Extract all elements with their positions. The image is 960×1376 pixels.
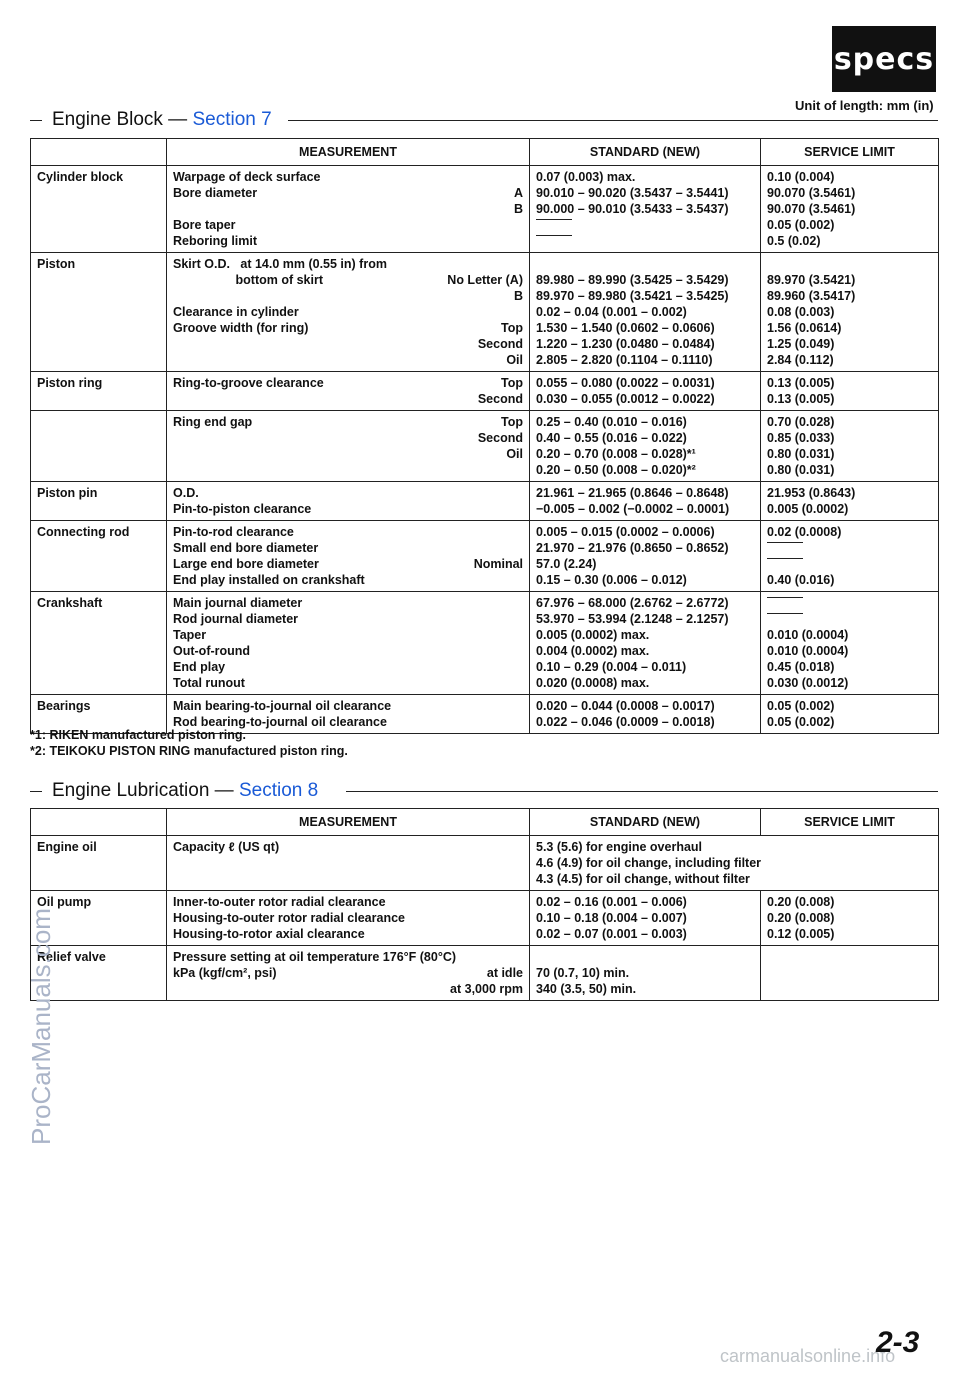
table-row <box>31 891 939 946</box>
standard-value: 4.3 (4.5) for oil change, without filter <box>536 872 750 886</box>
footnote-2: *2: TEIKOKU PISTON RING manufactured piston ring. <box>30 744 348 758</box>
value-line: 0.20 (0.008) <box>767 895 835 909</box>
lube-heading-rule-right <box>346 791 938 792</box>
section-8-link[interactable]: Section 8 <box>238 780 319 801</box>
value-line: 0.80 (0.031) <box>767 463 835 477</box>
value-line: 0.05 (0.002) <box>767 218 835 232</box>
part-cell <box>31 592 167 695</box>
standard-cell <box>530 253 761 372</box>
value-line <box>536 217 754 233</box>
value-line: 0.10 (0.004) <box>767 170 835 184</box>
value-line: 0.02 – 0.04 (0.001 – 0.002) <box>536 305 687 319</box>
part-label: Cylinder block <box>37 170 124 184</box>
part-label: Connecting rod <box>37 525 130 539</box>
measurement-line <box>173 446 523 462</box>
measurement-line <box>173 256 523 272</box>
measurement-cell <box>167 482 530 521</box>
value-line: 1.25 (0.049) <box>767 337 835 351</box>
measurement-qualifier: at idle <box>486 966 523 980</box>
limit-cell <box>761 166 939 253</box>
part-label: Piston ring <box>37 376 103 390</box>
value-line: 0.005 (0.0002) <box>767 502 849 516</box>
value-line: 0.08 (0.003) <box>767 305 835 319</box>
dash-mark <box>767 613 803 627</box>
standard-header: STANDARD (NEW) <box>530 139 761 166</box>
value-line: 0.004 (0.0002) max. <box>536 644 650 658</box>
value-line: 0.005 – 0.015 (0.0002 – 0.0006) <box>536 525 715 539</box>
engine-lubrication-table <box>30 808 939 1001</box>
measurement-qualifier: Top <box>501 321 523 335</box>
engine-lubrication-heading <box>46 780 324 802</box>
value-line: 90.000 – 90.010 (3.5433 – 3.5437) <box>536 202 729 216</box>
table-row <box>31 372 939 411</box>
value-line: 0.13 (0.005) <box>767 376 835 390</box>
measurement-cell <box>167 521 530 592</box>
value-line <box>536 233 754 249</box>
measurement-line <box>173 643 523 659</box>
measurement-line <box>173 556 523 572</box>
measurement-line <box>173 336 523 352</box>
page-number: 2-3 <box>876 1326 920 1359</box>
measurement-line <box>173 675 523 691</box>
value-line: 1.220 – 1.230 (0.0480 – 0.0484) <box>536 337 715 351</box>
value-line: 0.07 (0.003) max. <box>536 170 636 184</box>
value-line: 0.20 – 0.50 (0.008 – 0.020)*² <box>536 463 696 477</box>
value-line <box>767 595 932 611</box>
dash-mark <box>767 542 803 556</box>
unit-of-length: Unit of length: mm (in) <box>795 98 934 113</box>
value-line: 0.40 (0.016) <box>767 573 835 587</box>
measurement-line <box>173 485 523 501</box>
value-line: 0.030 – 0.055 (0.0012 – 0.0022) <box>536 392 715 406</box>
measurement-cell <box>167 891 530 946</box>
part-cell <box>31 411 167 482</box>
standard-cell <box>530 695 761 734</box>
value-line: 0.02 – 0.07 (0.001 – 0.003) <box>536 927 687 941</box>
value-line <box>767 256 932 272</box>
measurement-line <box>173 839 523 855</box>
value-line: 0.05 (0.002) <box>767 715 835 729</box>
measurement-text: Large end bore diameter <box>173 557 319 571</box>
measurement-text: Groove width (for ring) <box>173 321 309 335</box>
measurement-line <box>173 981 523 997</box>
value-line: 0.020 – 0.044 (0.0008 – 0.0017) <box>536 699 715 713</box>
value-line: 0.5 (0.02) <box>767 234 821 248</box>
value-line: 57.0 (2.24) <box>536 557 597 571</box>
measurement-text: Small end bore diameter <box>173 541 319 555</box>
measurement-line <box>173 501 523 517</box>
value-line <box>536 949 754 965</box>
value-line: 21.970 – 21.976 (0.8650 – 0.8652) <box>536 541 729 555</box>
measurement-text: Housing-to-rotor axial clearance <box>173 927 365 941</box>
part-label: Engine oil <box>37 840 97 854</box>
measurement-qualifier: Oil <box>506 353 523 367</box>
measurement-line <box>173 572 523 588</box>
measurement-text: Ring-to-groove clearance <box>173 376 324 390</box>
value-line: 0.010 (0.0004) <box>767 644 849 658</box>
value-line: 0.05 (0.002) <box>767 699 835 713</box>
value-line: 89.960 (3.5417) <box>767 289 856 303</box>
standard-header: STANDARD (NEW) <box>530 809 761 836</box>
footer-site[interactable]: carmanualsonline.info <box>720 1346 896 1366</box>
part-header <box>31 139 167 166</box>
measurement-line <box>173 595 523 611</box>
lube-heading-rule-left <box>30 791 42 792</box>
footnote-1: *1: RIKEN manufactured piston ring. <box>30 728 246 742</box>
value-line: 340 (3.5, 50) min. <box>536 982 637 996</box>
limit-cell <box>761 482 939 521</box>
dash-mark <box>536 219 572 233</box>
measurement-text: kPa (kgf/cm², psi) <box>173 966 277 980</box>
measurement-line <box>173 272 523 288</box>
table-row <box>31 411 939 482</box>
measurement-text: O.D. <box>173 486 199 500</box>
measurement-line <box>173 320 523 336</box>
measurement-cell <box>167 411 530 482</box>
measurement-qualifier: B <box>513 289 523 303</box>
measurement-line <box>173 462 523 478</box>
dash-mark <box>767 558 803 572</box>
engine-block-heading <box>46 109 278 131</box>
part-cell <box>31 482 167 521</box>
measurement-line <box>173 926 523 942</box>
standard-cell <box>530 891 761 946</box>
measurement-text: Taper <box>173 628 207 642</box>
standard-cell <box>530 411 761 482</box>
engine-block-title: Engine Block — <box>52 109 188 130</box>
value-line: 2.84 (0.112) <box>767 353 834 367</box>
value-line: 90.010 – 90.020 (3.5437 – 3.5441) <box>536 186 729 200</box>
part-cell <box>31 253 167 372</box>
table-row <box>31 836 939 891</box>
section-7-link[interactable]: Section 7 <box>192 109 272 130</box>
part-label <box>37 414 160 430</box>
value-line: 0.40 – 0.55 (0.016 – 0.022) <box>536 431 687 445</box>
measurement-text: End play installed on crankshaft <box>173 573 365 587</box>
part-cell <box>31 166 167 253</box>
limit-cell <box>761 411 939 482</box>
value-line <box>767 981 932 997</box>
value-line: 0.45 (0.018) <box>767 660 835 674</box>
standard-value: 5.3 (5.6) for engine overhaul <box>536 840 703 854</box>
measurement-text: Clearance in cylinder <box>173 305 299 319</box>
measurement-qualifier: Second <box>477 337 523 351</box>
standard-cell <box>530 521 761 592</box>
value-line: 0.02 (0.0008) <box>767 525 842 539</box>
measurement-text: Pressure setting at oil temperature 176°F (80°C) <box>173 950 457 964</box>
value-line: 0.005 (0.0002) max. <box>536 628 650 642</box>
measurement-qualifier: Top <box>501 415 523 429</box>
measurement-text: Warpage of deck surface <box>173 170 321 184</box>
table-row <box>31 253 939 372</box>
value-line: 67.976 – 68.000 (2.6762 – 2.6772) <box>536 596 729 610</box>
value-line: 0.02 – 0.16 (0.001 – 0.006) <box>536 895 687 909</box>
value-line: 0.10 – 0.29 (0.004 – 0.011) <box>536 660 687 674</box>
dash-mark <box>536 235 572 249</box>
measurement-line <box>173 169 523 185</box>
measurement-text: Housing-to-outer rotor radial clearance <box>173 911 405 925</box>
part-cell <box>31 372 167 411</box>
limit-cell <box>761 592 939 695</box>
measurement-line <box>173 304 523 320</box>
value-line: 90.070 (3.5461) <box>767 202 856 216</box>
standard-cell <box>530 166 761 253</box>
table-row <box>31 521 939 592</box>
limit-header: SERVICE LIMIT <box>761 139 939 166</box>
limit-header: SERVICE LIMIT <box>761 809 939 836</box>
value-line: 0.055 – 0.080 (0.0022 – 0.0031) <box>536 376 715 390</box>
measurement-text: Rod bearing-to-journal oil clearance <box>173 715 387 729</box>
measurement-line <box>173 375 523 391</box>
value-line: 0.10 – 0.18 (0.004 – 0.007) <box>536 911 687 925</box>
limit-cell <box>761 521 939 592</box>
part-label: Oil pump <box>37 895 92 909</box>
measurement-qualifier: Nominal <box>473 557 523 571</box>
measurement-cell <box>167 253 530 372</box>
part-label: Relief valve <box>37 950 106 964</box>
measurement-line <box>173 540 523 556</box>
standard-cell <box>530 946 761 1001</box>
value-line <box>767 965 932 981</box>
limit-cell <box>761 891 939 946</box>
value-line: 0.70 (0.028) <box>767 415 835 429</box>
measurement-line <box>173 217 523 233</box>
part-label: Piston pin <box>37 486 98 500</box>
part-label: Bearings <box>37 699 91 713</box>
measurement-cell <box>167 946 530 1001</box>
measurement-cell <box>167 836 530 891</box>
heading-rule-left <box>30 120 42 121</box>
standard-cell <box>530 836 939 891</box>
watermark-text: ProCarManuals.com <box>26 908 56 1145</box>
footnotes <box>30 727 348 759</box>
measurement-qualifier: Second <box>477 392 523 406</box>
value-line: 0.13 (0.005) <box>767 392 835 406</box>
measurement-text: Total runout <box>173 676 245 690</box>
value-line: 90.070 (3.5461) <box>767 186 856 200</box>
value-line: 0.010 (0.0004) <box>767 628 849 642</box>
heading-rule-right <box>288 120 938 121</box>
value-line: 0.20 (0.008) <box>767 911 835 925</box>
measurement-text: Main bearing-to-journal oil clearance <box>173 699 392 713</box>
value-line: 0.12 (0.005) <box>767 927 835 941</box>
table-row <box>31 166 939 253</box>
measurement-cell <box>167 372 530 411</box>
limit-cell <box>761 946 939 1001</box>
value-line: 0.20 – 0.70 (0.008 – 0.028)*¹ <box>536 447 696 461</box>
table-row <box>31 946 939 1001</box>
measurement-line <box>173 524 523 540</box>
measurement-text: Out-of-round <box>173 644 251 658</box>
value-line: 0.022 – 0.046 (0.0009 – 0.0018) <box>536 715 715 729</box>
value-line: 0.25 – 0.40 (0.010 – 0.016) <box>536 415 687 429</box>
measurement-cell <box>167 166 530 253</box>
standard-cell <box>530 592 761 695</box>
value-line: 1.530 – 1.540 (0.0602 – 0.0606) <box>536 321 715 335</box>
measurement-qualifier: at 3,000 rpm <box>450 982 523 996</box>
measurement-header: MEASUREMENT <box>167 809 530 836</box>
measurement-qualifier: A <box>513 186 523 200</box>
table-row <box>31 482 939 521</box>
measurement-line <box>173 185 523 201</box>
value-line: 1.56 (0.0614) <box>767 321 842 335</box>
measurement-qualifier: Top <box>501 376 523 390</box>
value-line: 21.961 – 21.965 (0.8646 – 0.8648) <box>536 486 729 500</box>
measurement-text: Bore diameter <box>173 186 258 200</box>
measurement-line <box>173 627 523 643</box>
part-label: Crankshaft <box>37 596 103 610</box>
measurement-text: Pin-to-piston clearance <box>173 502 312 516</box>
measurement-line <box>173 288 523 304</box>
value-line <box>536 256 754 272</box>
value-line: 89.980 – 89.990 (3.5425 – 3.5429) <box>536 273 729 287</box>
engine-lubrication-title: Engine Lubrication — <box>52 780 234 801</box>
value-line <box>767 949 932 965</box>
limit-cell <box>761 372 939 411</box>
measurement-text: Ring end gap <box>173 415 253 429</box>
limit-cell <box>761 695 939 734</box>
measurement-line <box>173 965 523 981</box>
value-line: 21.953 (0.8643) <box>767 486 856 500</box>
value-line: 0.85 (0.033) <box>767 431 835 445</box>
measurement-line <box>173 352 523 368</box>
value-line: 0.020 (0.0008) max. <box>536 676 650 690</box>
value-line: 2.805 – 2.820 (0.1104 – 0.1110) <box>536 353 713 367</box>
measurement-qualifier: Oil <box>506 447 523 461</box>
value-line: 0.030 (0.0012) <box>767 676 849 690</box>
measurement-text: Inner-to-outer rotor radial clearance <box>173 895 386 909</box>
measurement-text: Bore taper <box>173 218 236 232</box>
measurement-cell <box>167 592 530 695</box>
value-line: 70 (0.7, 10) min. <box>536 966 630 980</box>
value-line <box>767 556 932 572</box>
value-line: 89.970 (3.5421) <box>767 273 856 287</box>
standard-cell <box>530 482 761 521</box>
measurement-line <box>173 949 523 965</box>
part-cell <box>31 836 167 891</box>
limit-cell <box>761 253 939 372</box>
measurement-line <box>173 201 523 217</box>
measurement-text: Pin-to-rod clearance <box>173 525 294 539</box>
engine-block-table <box>30 138 939 734</box>
measurement-line <box>173 611 523 627</box>
value-line: 0.15 – 0.30 (0.006 – 0.012) <box>536 573 687 587</box>
measurement-qualifier: Second <box>477 431 523 445</box>
part-header <box>31 809 167 836</box>
measurement-line <box>173 698 523 714</box>
measurement-text: Skirt O.D. at 14.0 mm (0.55 in) from <box>173 257 387 271</box>
measurement-qualifier: B <box>513 202 523 216</box>
measurement-text: bottom of skirt <box>173 273 324 287</box>
standard-value: 4.6 (4.9) for oil change, including filter <box>536 856 762 870</box>
measurement-line <box>173 430 523 446</box>
value-line: 0.80 (0.031) <box>767 447 835 461</box>
value-line: 89.970 – 89.980 (3.5421 – 3.5425) <box>536 289 729 303</box>
part-label: Piston <box>37 257 76 271</box>
measurement-text: Capacity ℓ (US qt) <box>173 840 280 854</box>
measurement-line <box>173 910 523 926</box>
measurement-line <box>173 233 523 249</box>
measurement-header: MEASUREMENT <box>167 139 530 166</box>
dash-mark <box>767 597 803 611</box>
table-row <box>31 592 939 695</box>
measurement-text: Main journal diameter <box>173 596 303 610</box>
measurement-text: End play <box>173 660 226 674</box>
part-cell <box>31 521 167 592</box>
value-line <box>767 540 932 556</box>
measurement-text: Reboring limit <box>173 234 258 248</box>
measurement-text: Rod journal diameter <box>173 612 299 626</box>
measurement-line <box>173 894 523 910</box>
measurement-line <box>173 414 523 430</box>
standard-cell <box>530 372 761 411</box>
value-line: −0.005 – 0.002 (−0.0002 – 0.0001) <box>536 502 730 516</box>
specs-badge: specs <box>832 26 936 92</box>
measurement-line <box>173 659 523 675</box>
measurement-qualifier: No Letter (A) <box>447 273 523 287</box>
value-line: 53.970 – 53.994 (2.1248 – 2.1257) <box>536 612 729 626</box>
measurement-line <box>173 391 523 407</box>
value-line <box>767 611 932 627</box>
